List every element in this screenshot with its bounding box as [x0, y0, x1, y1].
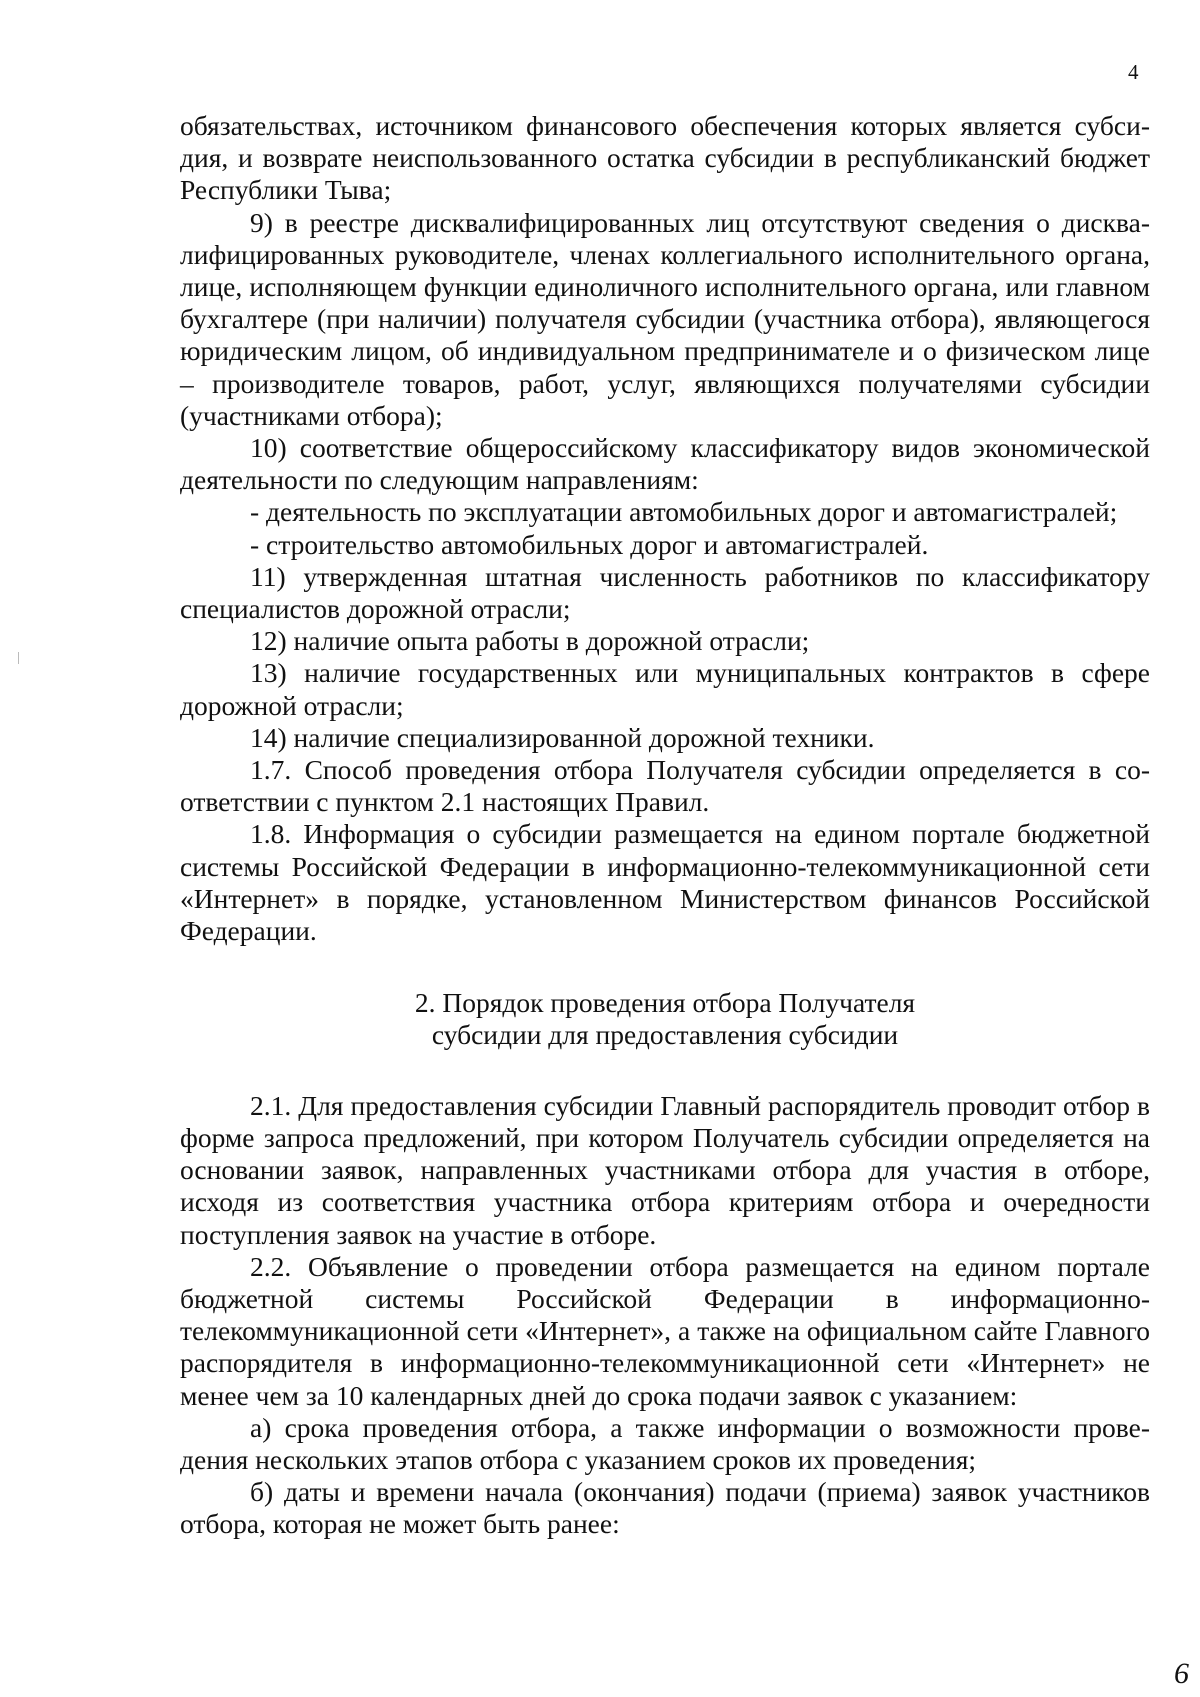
list-item-11: 11) утвержденная штатная численность работников по классификатору специалистов дорожной отрасли; [180, 560, 1150, 625]
subitem-b: б) даты и времени начала (окончания) подачи (приема) заявок участников отбора, которая не может быть ранее: [180, 1476, 1150, 1540]
paragraph-continuation: обязательствах, источником финансового обеспечения которых является субсидия, и возврате неиспользованного остатка субсидии в республиканский бюджет Республики Тыва; [180, 110, 1150, 206]
section-heading-line2: субсидии для предоставления субсидии [431, 1019, 899, 1051]
dash-item-construction: - строительство автомобильных дорог и автомагистралей. [250, 528, 929, 560]
page-number: 4 [1128, 60, 1139, 84]
list-item-13: 13) наличие государственных или муниципальных контрактов в сфере дорожной отрасли; [180, 657, 1150, 721]
section-heading-line1: 2. Порядок проведения отбора Получателя [414, 987, 916, 1019]
paragraph-1-7: 1.7. Способ проведения отбора Получателя субсидии определяется в соответствии с пунктом 2.1 настоящих Правил. [180, 754, 1150, 818]
list-item-9: 9) в реестре дисквалифицированных лиц отсутствуют сведения о дисквалифицированных руководителе, членах коллегиального исполнительного органа, лице, исполняющем функции единоличного исполнительного органа, или главном бухгалтере (при наличии) получателя субсидии (участника отбора), являющегося юридическим лицом, об индивидуальном предпринимателе и о физическом лице – производителе товаров, работ, услуг, являющихся получателями субсидии (участниками отбора); [180, 206, 1150, 431]
paragraph-2-1: 2.1. Для предоставления субсидии Главный распорядитель проводит отбор в форме запроса предложений, при котором Получатель субсидии определяется на основании заявок, направленных участниками отбора для участия в отборе, исходя из соответствия участника отбора критериям отбора и очередности поступления заявок на участие в отборе. [180, 1089, 1150, 1250]
subitem-a: а) срока проведения отбора, а также информации о возможности проведения нескольких этапов отбора с указанием сроков их проведения; [180, 1411, 1150, 1475]
section-heading [180, 987, 1150, 1051]
paragraph-2-2: 2.2. Объявление о проведении отбора размещается на едином портале бюджетной системы Российской Федерации в информационно-телекоммуникационной сети «Интернет», а также на официальном сайте Главного распорядителя в информационно-телекоммуникационной сети «Интернет» не менее чем за 10 календарных дней до срока подачи заявок с указанием: [180, 1250, 1150, 1411]
dash-item-operation: - деятельность по эксплуатации автомобильных дорог и автомагистралей; [250, 496, 1118, 528]
list-item-12: 12) наличие опыта работы в дорожной отрасли; [250, 625, 810, 657]
list-item-10: 10) соответствие общероссийскому классификатору видов экономической деятельности по следующим направлениям: [180, 432, 1150, 496]
list-item-14: 14) наличие специализированной дорожной техники. [250, 721, 875, 753]
scan-speck [18, 652, 19, 664]
document-body [180, 110, 1150, 1541]
paragraph-1-8: 1.8. Информация о субсидии размещается на едином портале бюджетной системы Российской Федерации в информационно-телекоммуникационной сети «Интернет» в порядке, установленном Министерством финансов Российской Федерации. [180, 818, 1150, 947]
handwritten-page-mark: 6 [1174, 1657, 1189, 1690]
